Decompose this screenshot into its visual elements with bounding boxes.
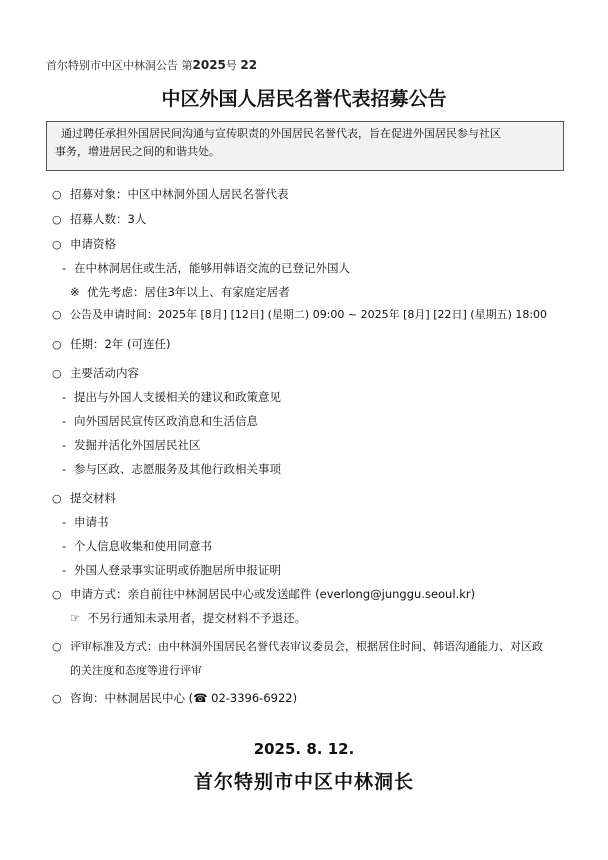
activity-1-text: 提出与外国人支援相关的建议和政策意见: [74, 390, 281, 404]
material-1: [62, 514, 109, 530]
note-mark-icon: ※: [70, 285, 80, 299]
item-materials-text: 提交材料: [70, 491, 116, 505]
item-period-text: 公告及申请时间：2025年 [8月] [12日] (星期二) 09:00 ~ 2025年 [8月] [22日] (星期五) 18:00: [70, 308, 548, 321]
activity-4-text: 参与区政、志愿服务及其他行政相关事项: [74, 462, 281, 476]
bullet-icon: ○: [52, 492, 62, 505]
item-criteria: [52, 639, 543, 655]
item-count: [52, 211, 146, 228]
qualification-detail-text: 在中林洞居住或生活，能够用韩语交流的已登记外国人: [74, 261, 350, 275]
activity-1: [62, 389, 281, 405]
dash-icon: -: [62, 515, 67, 529]
bullet-icon: ○: [52, 308, 62, 321]
activity-3-text: 发掘并活化外国居民社区: [74, 438, 201, 452]
activity-4: [62, 461, 281, 477]
material-2: [62, 538, 212, 554]
dash-icon: -: [62, 390, 67, 404]
notice-number: 22: [240, 58, 258, 72]
intro-box: [46, 121, 564, 171]
qualification-note-text: 优先考虑：居住3年以上、有家庭定居者: [86, 285, 290, 299]
dash-icon: -: [62, 563, 67, 577]
notice-number-suffix: 号: [225, 59, 237, 72]
issuing-org: 首尔特别市中区中林洞公告: [46, 59, 178, 72]
notice-number-year: 2025: [192, 58, 226, 72]
intro-line-1: 通过聘任承担外国居民间沟通与宣传职责的外国居民名誉代表，旨在促进外国居民参与社区: [61, 127, 501, 140]
activity-3: [62, 437, 201, 453]
item-target: [52, 186, 289, 203]
dash-icon: -: [62, 539, 67, 553]
bullet-icon: ○: [52, 213, 62, 226]
item-method-text: 申请方式：亲自前往中林洞居民中心或发送邮件 (everlong@junggu.seoul.kr): [70, 587, 476, 601]
intro-line-2: 事务，增进居民之间的和谐共处。: [55, 145, 220, 158]
pointing-hand-icon: ☞: [70, 611, 81, 625]
material-1-text: 申请书: [74, 515, 109, 529]
item-qualification-text: 申请资格: [70, 237, 116, 251]
item-activities-text: 主要活动内容: [70, 366, 139, 380]
activity-2: [62, 413, 258, 429]
dash-icon: -: [62, 462, 67, 476]
qualification-detail: [62, 260, 350, 276]
bullet-icon: ○: [52, 238, 62, 251]
item-inquiry: [52, 690, 297, 707]
bullet-icon: ○: [52, 692, 62, 705]
page-title: 中区外国人居民名誉代表招募公告: [161, 88, 447, 110]
dash-icon: -: [62, 261, 67, 275]
notice-date: 2025. 8. 12.: [253, 740, 355, 758]
material-3-text: 外国人登录事实证明或侨胞居所申报证明: [74, 563, 281, 577]
item-criteria-text-2: 的关注度和态度等进行评审: [70, 664, 202, 677]
method-note: [70, 610, 306, 626]
notice-number-line: [46, 57, 257, 73]
item-criteria-text-1: 评审标准及方式：由中林洞外国居民名誉代表审议委员会，根据居住时间、韩语沟通能力、对区政: [70, 640, 543, 653]
item-qualification: [52, 236, 116, 253]
activity-2-text: 向外国居民宣传区政消息和生活信息: [74, 414, 258, 428]
bullet-icon: ○: [52, 640, 62, 653]
item-target-text: 招募对象：中区中林洞外国人居民名誉代表: [70, 187, 289, 201]
item-criteria-cont: [70, 663, 202, 679]
item-term-text: 任期：2年 (可连任): [70, 337, 171, 351]
issuer-signature: 首尔特别市中区中林洞长: [193, 771, 414, 793]
item-inquiry-text: 咨询：中林洞居民中心 (☎ 02-3396-6922): [70, 691, 298, 705]
notice-number-prefix: 第: [181, 59, 193, 72]
item-count-text: 招募人数：3人: [70, 212, 147, 226]
material-3: [62, 562, 281, 578]
qualification-note: [70, 284, 290, 300]
dash-icon: -: [62, 414, 67, 428]
dash-icon: -: [62, 438, 67, 452]
item-activities: [52, 365, 139, 382]
item-term: [52, 336, 170, 353]
method-note-text: 不另行通知未录用者，提交材料不予退还。: [87, 611, 307, 625]
item-method: [52, 586, 475, 603]
item-period: [52, 307, 547, 323]
material-2-text: 个人信息收集和使用同意书: [74, 539, 212, 553]
bullet-icon: ○: [52, 338, 62, 351]
item-materials: [52, 490, 116, 507]
bullet-icon: ○: [52, 367, 62, 380]
bullet-icon: ○: [52, 188, 62, 201]
bullet-icon: ○: [52, 588, 62, 601]
